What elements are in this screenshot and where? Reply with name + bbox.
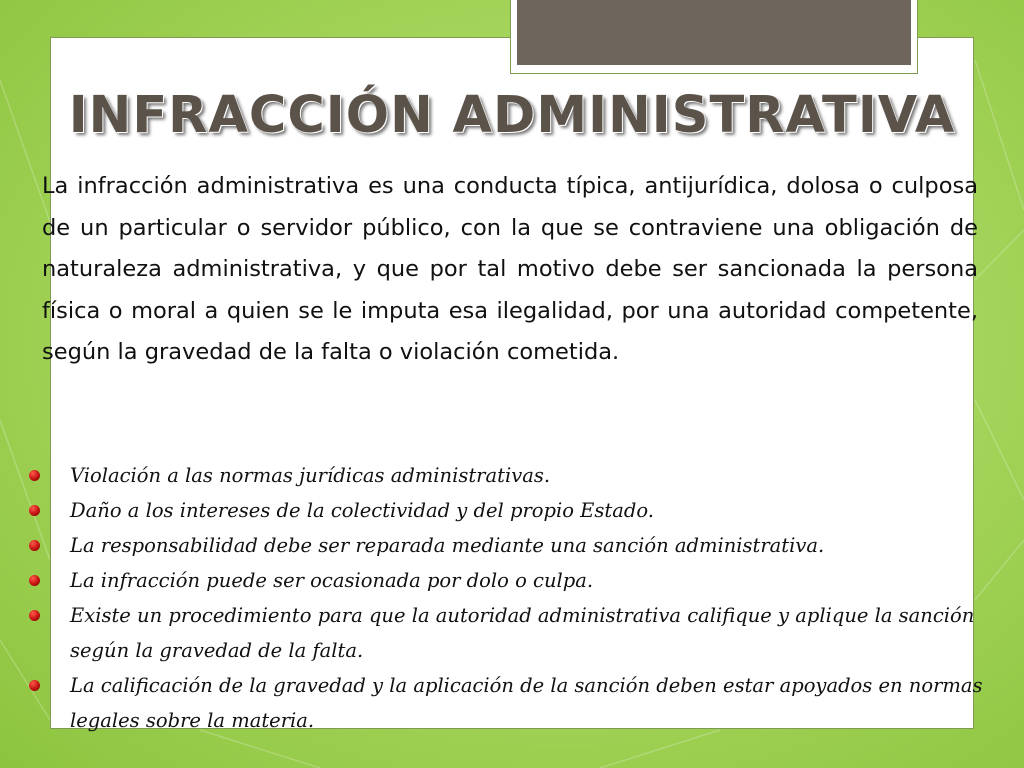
slide-title: INFRACCIÓN ADMINISTRATIVA xyxy=(68,86,956,145)
bullet-text: Violación a las normas jurídicas administrativas. xyxy=(70,464,551,487)
bullet-item xyxy=(26,493,986,528)
bullet-item xyxy=(26,528,986,563)
bullet-icon xyxy=(29,610,40,621)
bullet-text: La infracción puede ser ocasionada por dolo o culpa. xyxy=(70,569,594,592)
bullet-list xyxy=(26,458,986,738)
bullet-item xyxy=(26,458,986,493)
bullet-item xyxy=(26,598,986,668)
header-tab-fill xyxy=(517,0,911,65)
bullet-icon xyxy=(29,575,40,586)
bullet-text: La calificación de la gravedad y la aplicación de la sanción deben estar apoyados en normas legales sobre la materia. xyxy=(70,674,983,732)
bullet-item xyxy=(26,563,986,598)
bullet-text: Existe un procedimiento para que la autoridad administrativa califique y aplique la sanción según la gravedad de la falta. xyxy=(70,604,975,662)
bullet-icon xyxy=(29,505,40,516)
intro-paragraph: La infracción administrativa es una conducta típica, antijurídica, dolosa o culposa de un particular o servidor público, con la que se contraviene una obligación de naturaleza administrativa, y que por tal motivo debe ser sancionada la persona física o moral a quien se le imputa esa ilegalidad, por una autoridad competente, según la gravedad de la falta o violación cometida. xyxy=(42,173,978,365)
bullet-text: Daño a los intereses de la colectividad y del propio Estado. xyxy=(70,499,654,522)
bullet-text: La responsabilidad debe ser reparada mediante una sanción administrativa. xyxy=(70,534,825,557)
bullet-icon xyxy=(29,680,40,691)
bullet-item xyxy=(26,668,986,738)
bullet-icon xyxy=(29,470,40,481)
bullet-icon xyxy=(29,540,40,551)
header-tab xyxy=(510,0,918,74)
